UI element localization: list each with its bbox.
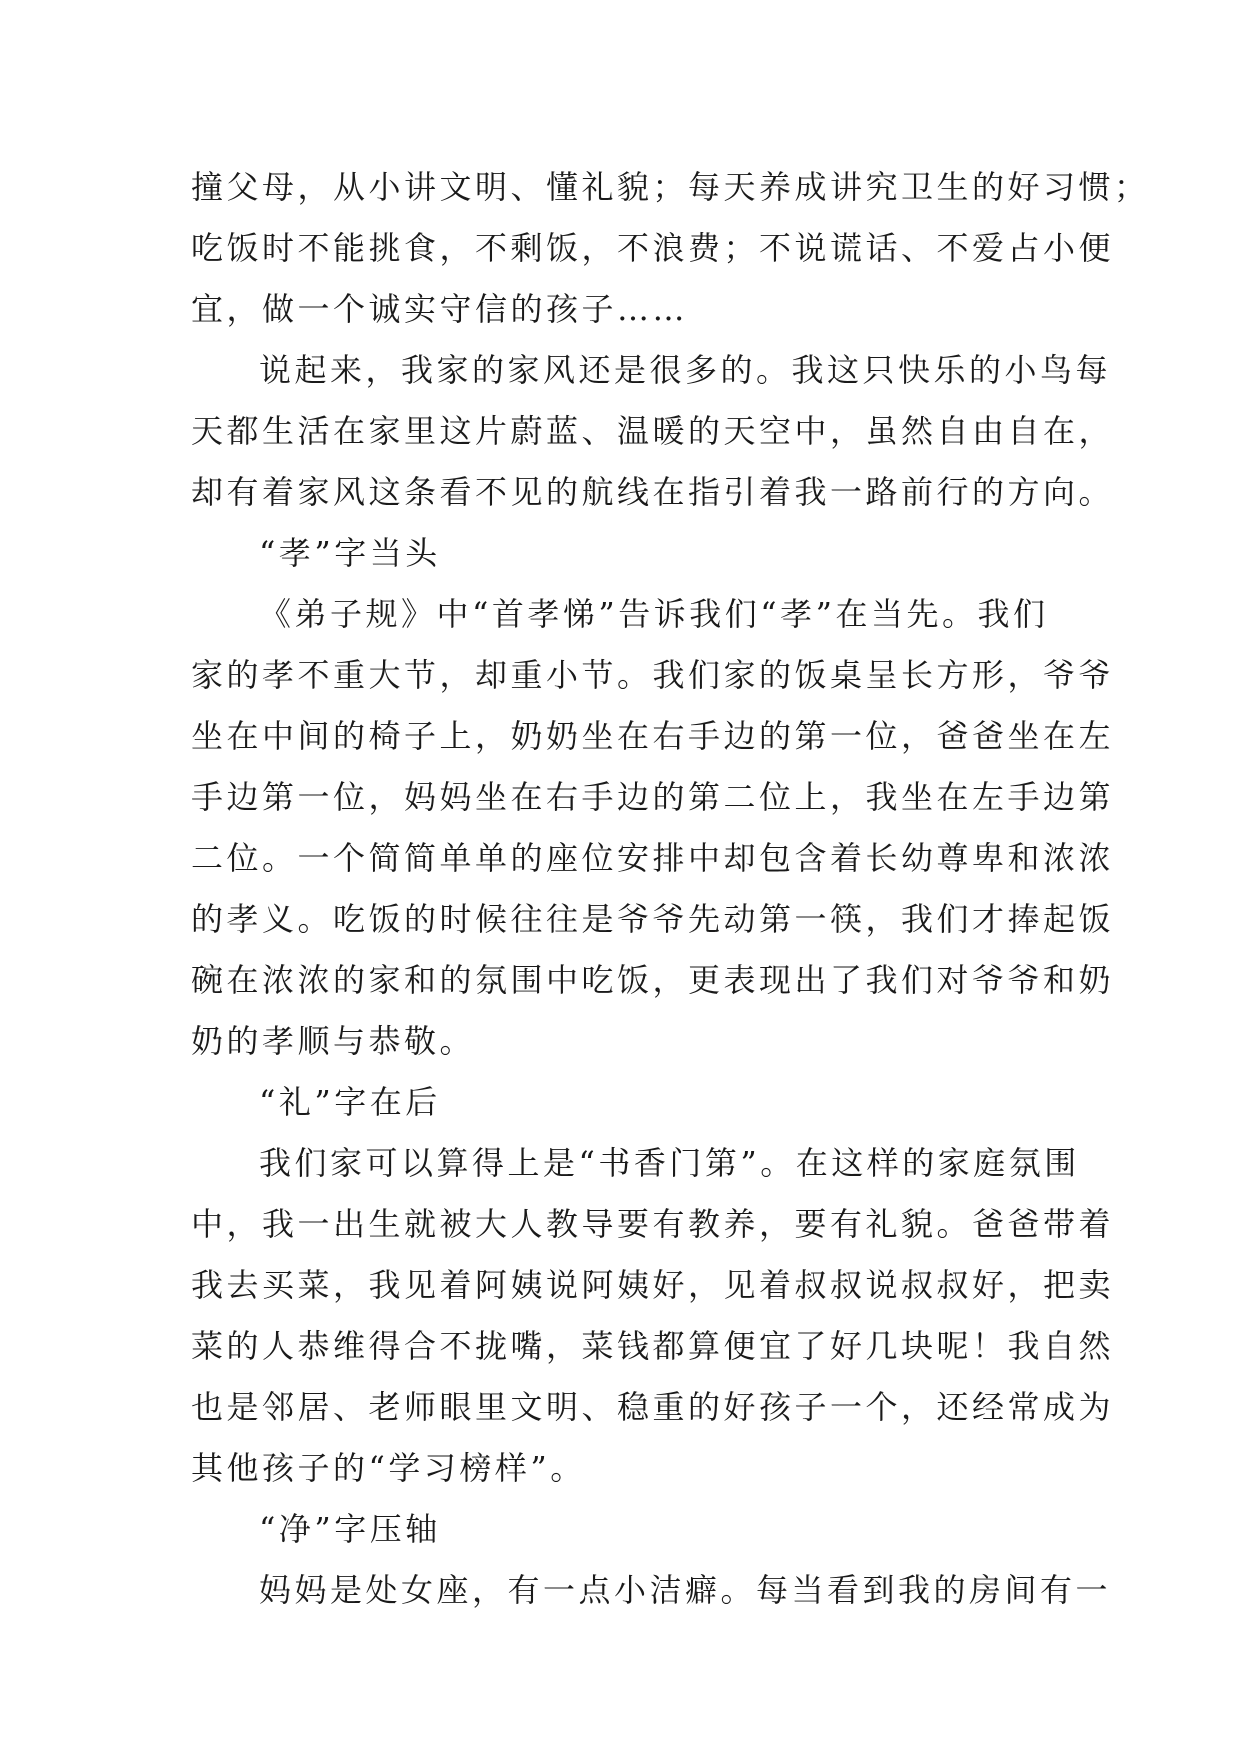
text-line: 坐在中间的椅子上，奶奶坐在右手边的第一位，爸爸坐在左	[191, 717, 1115, 755]
text-line: 也是邻居、老师眼里文明、稳重的好孩子一个，还经常成为	[191, 1388, 1115, 1426]
text-line: 家的孝不重大节，却重小节。我们家的饭桌呈长方形，爷爷	[191, 656, 1115, 694]
text-line: 二位。一个简简单单的座位安排中却包含着长幼尊卑和浓浓	[191, 839, 1115, 877]
text-line: 天都生活在家里这片蔚蓝、温暖的天空中，虽然自由自在，	[191, 412, 1115, 450]
text-line: 撞父母，从小讲文明、懂礼貌；每天养成讲究卫生的好习惯；	[191, 168, 1150, 206]
text-line: 的孝义。吃饭的时候往往是爷爷先动第一筷，我们才捧起饭	[191, 900, 1115, 938]
document-body	[191, 157, 1150, 1621]
section-heading: “孝”字当头	[259, 534, 441, 572]
section-heading: “净”字压轴	[259, 1510, 441, 1548]
paragraph-start-line: 妈妈是处女座，有一点小洁癖。每当看到我的房间有一	[259, 1571, 1112, 1609]
text-line: 碗在浓浓的家和的氛围中吃饭，更表现出了我们对爷爷和奶	[191, 961, 1115, 999]
paragraph-start-line: 我们家可以算得上是“书香门第”。在这样的家庭氛围	[259, 1144, 1080, 1182]
text-line: 却有着家风这条看不见的航线在指引着我一路前行的方向。	[191, 473, 1115, 511]
text-line: 奶的孝顺与恭敬。	[191, 1022, 476, 1060]
paragraph-start-line: 说起来，我家的家风还是很多的。我这只快乐的小鸟每	[259, 351, 1112, 389]
text-line: 中，我一出生就被大人教导要有教养，要有礼貌。爸爸带着	[191, 1205, 1115, 1243]
text-line: 菜的人恭维得合不拢嘴，菜钱都算便宜了好几块呢！我自然	[191, 1327, 1115, 1365]
text-line: 吃饭时不能挑食，不剩饭，不浪费；不说谎话、不爱占小便	[191, 229, 1115, 267]
paragraph-start-line: 《弟子规》中“首孝悌”告诉我们“孝”在当先。我们	[259, 595, 1049, 633]
text-line: 手边第一位，妈妈坐在右手边的第二位上，我坐在左手边第	[191, 778, 1115, 816]
text-line: 我去买菜，我见着阿姨说阿姨好，见着叔叔说叔叔好，把卖	[191, 1266, 1115, 1304]
section-heading: “礼”字在后	[259, 1083, 441, 1121]
text-line: 宜，做一个诚实守信的孩子……	[191, 290, 689, 328]
text-line: 其他孩子的“学习榜样”。	[191, 1449, 586, 1487]
